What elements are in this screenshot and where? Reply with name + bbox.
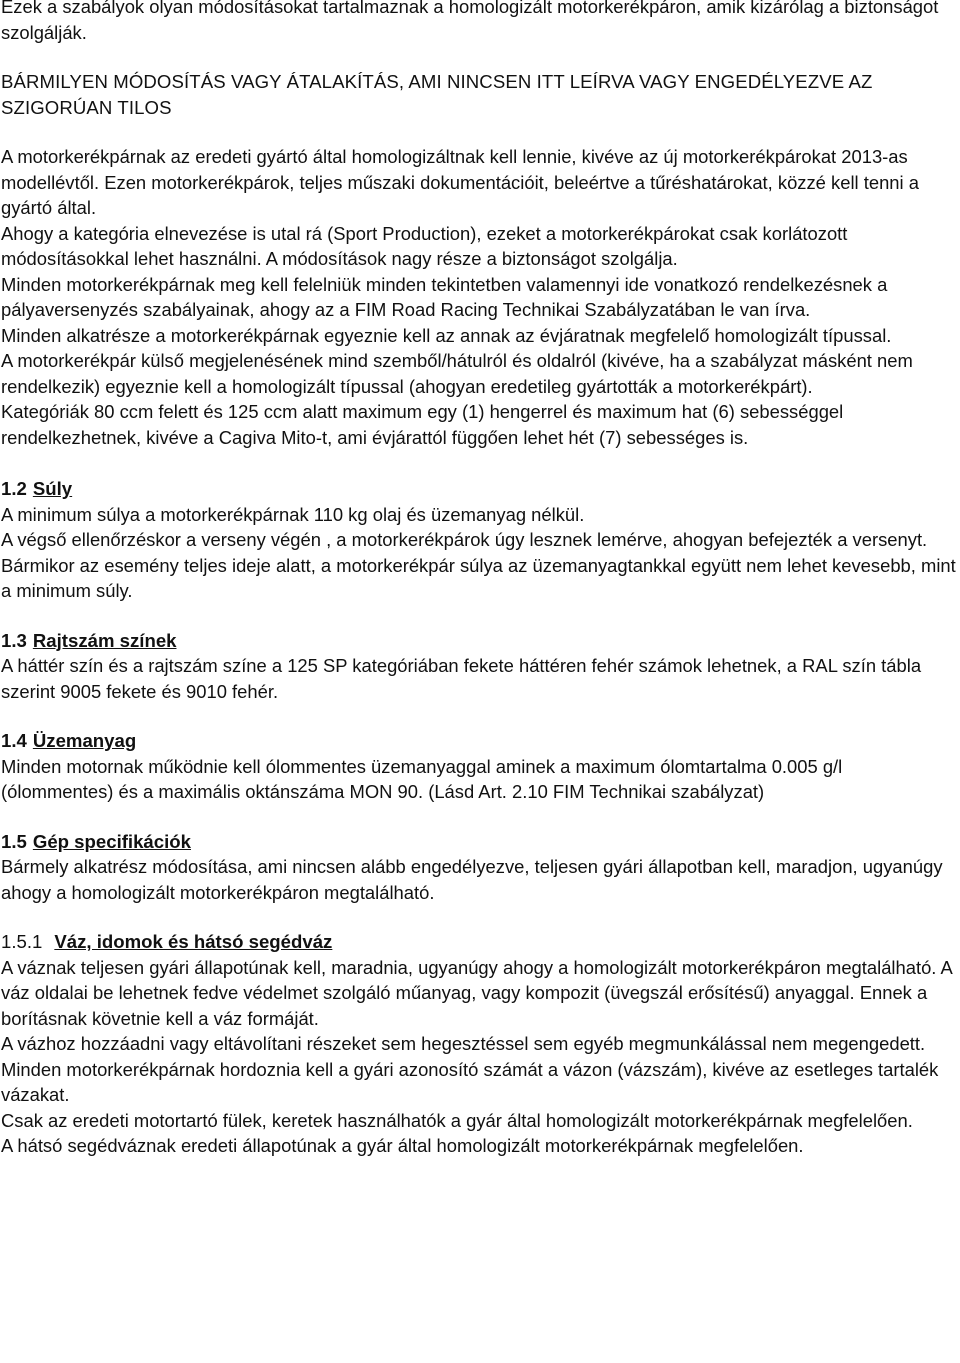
paragraph: A háttér szín és a rajtszám színe a 125 SP kategóriában fekete háttéren fehér számok lehetnek, a RAL szín tábla szerint 9005 fekete és 9010 fehér. — [1, 655, 922, 702]
paragraph: Kategóriák 80 ccm felett és 125 ccm alatt maximum egy (1) hengerrel és maximum hat (6) sebességgel rendelkezhetnek, kivéve a Cagiva Mito-t, ami évjárattól függően lehet hét (7) sebességes is. — [1, 401, 844, 448]
paragraph: A minimum súlya a motorkerékpárnak 110 kg olaj és üzemanyag nélkül. — [1, 503, 585, 525]
general-requirements — [1, 144, 958, 450]
section-title: Súly — [32, 478, 73, 499]
section-heading-number-colors — [1, 628, 958, 654]
section-title: Váz, idomok és hátsó segédváz — [54, 931, 333, 952]
paragraph: Ahogy a kategória elnevezése is utal rá (Sport Production), ezeket a motorkerékpárokat csak korlátozott módosításokkal lehet használni. A módosítások nagy része a biztonságot szolgálja. — [1, 222, 848, 269]
section-heading-weight — [1, 476, 958, 502]
paragraph: A motorkerékpár külső megjelenésének mind szemből/hátulról és oldalról (kivéve, ha a szabályzat másként nem rendelkezik) egyeznie kell a homologizált típussal (ahogyan eredetileg gyártották a motorkerékpárt). — [1, 350, 913, 397]
section-heading-machine-specs — [1, 829, 958, 855]
caps-warning: BÁRMILYEN MÓDOSÍTÁS VAGY ÁTALAKÍTÁS, AMI NINCSEN ITT LEÍRVA VAGY ENGEDÉLYEZVE AZ SZIGORÚAN TILOS — [1, 71, 873, 118]
section-number: 1.5 — [1, 830, 27, 852]
intro-paragraph: Ezek a szabályok olyan módosításokat tartalmaznak a homologizált motorkerékpáron, amik kizárólag a biztonságot szolgálják. — [1, 0, 939, 43]
paragraph: Bármikor az esemény teljes ideje alatt, a motorkerékpár súlya az üzemanyagtankkal együtt nem lehet kevesebb, mint a minimum súly. — [1, 554, 956, 601]
paragraph: A végső ellenőrzéskor a verseny végén , a motorkerékpárok úgy lesznek lemérve, ahogyan befejezték a versenyt. — [1, 529, 928, 550]
section-number: 1.5.1 — [1, 931, 43, 952]
section-heading-fuel — [1, 728, 958, 754]
paragraph: A motorkerékpárnak az eredeti gyártó által homologizáltnak kell lennie, kivéve az új motorkerékpárokat 2013-as modellévtől. Ezen motorkerékpárok, teljes műszaki dokumentációit, beleértve a tűréshatárokat, közzé kell tenni a gyártó által. — [1, 146, 919, 218]
section-title: Üzemanyag — [32, 730, 137, 751]
paragraph: A hátsó segédváznak eredeti állapotúnak a gyár által homologizált motorkerékpárnak megfelelően. — [1, 1135, 804, 1156]
paragraph: A vázhoz hozzáadni vagy eltávolítani részeket sem hegesztéssel sem egyéb megmunkálással nem megengedett. Minden motorkerékpárnak hordoznia kell a gyári azonosító számát a vázon (vázszám), kivéve az esetleges tartalék vázakat. — [1, 1033, 939, 1105]
section-number: 1.2 — [1, 478, 27, 499]
section-title: Gép specifikációk — [32, 830, 191, 852]
paragraph: Csak az eredeti motortartó fülek, keretek használhatók a gyár által homologizált motorkerékpárnak megfelelően. — [1, 1109, 913, 1131]
section-number: 1.4 — [1, 730, 27, 751]
paragraph: Bármely alkatrész módosítása, ami nincsen alább engedélyezve, teljesen gyári állapotban kell, maradjon, ugyanúgy ahogy a homologizált motorkerékpáron megtalálható. — [1, 856, 943, 903]
paragraph: Minden motorkerékpárnak meg kell felelniük minden tekintetben valamennyi ide vonatkozó rendelkezésnek a pályaversenyzés szabályainak, ahogy az a FIM Road Racing Technikai Szabályzatában le van írva. — [1, 273, 888, 320]
paragraph: A váznak teljesen gyári állapotúnak kell, maradnia, ugyanúgy ahogy a homologizált motorkerékpáron megtalálható. A váz oldalai be lehetnek fedve védelmet szolgáló műanyag, vagy kompozit (üvegszál erősítésű) anyaggal. Ennek a borításnak követnie kell a váz formáját. — [1, 956, 952, 1029]
paragraph: Minden alkatrésze a motorkerékpárnak egyeznie kell az annak az évjáratnak megfelelő homologizált típussal. — [1, 324, 892, 346]
section-heading-frame — [1, 929, 958, 955]
paragraph: Minden motornak működnie kell ólommentes üzemanyaggal aminek a maximum ólomtartalma 0.005 g/l (ólommentes) és a maximális oktánszáma MON 90. (Lásd Art. 2.10 FIM Technikai szabályzat) — [1, 755, 843, 802]
section-number: 1.3 — [1, 629, 27, 651]
section-title: Rajtszám színek — [32, 629, 177, 651]
